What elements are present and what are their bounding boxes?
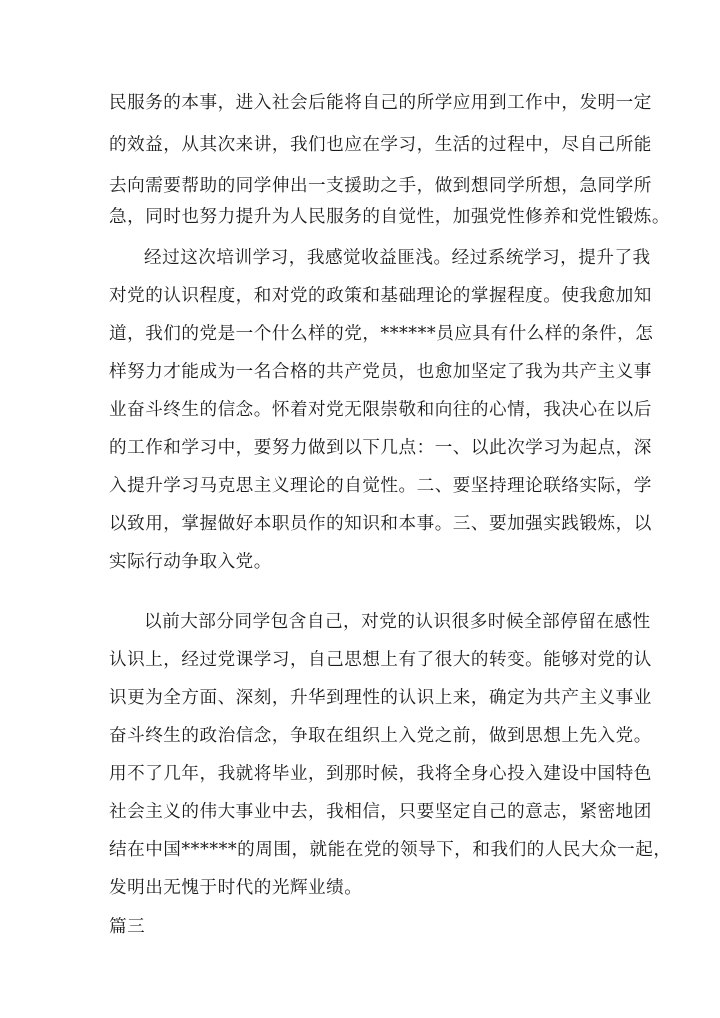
paragraph-line: 发明出无愧于时代的光辉业绩。 xyxy=(109,878,363,898)
paragraph-line: 以前大部分同学包含自己，对党的认识很多时候全部停留在感性 xyxy=(144,612,651,632)
paragraph-line: 以致用，掌握做好本职员作的知识和本事。三、要加强实践锻炼，以 xyxy=(109,514,652,534)
paragraph-line: 对党的认识程度，和对党的政策和基础理论的掌握程度。使我愈加知 xyxy=(109,286,652,306)
paragraph-line: 认识上，经过党课学习，自己思想上有了很大的转变。能够对党的认 xyxy=(109,650,652,670)
paragraph-line: 社会主义的伟大事业中去，我相信，只要坚定自己的意志，紧密地团 xyxy=(109,802,652,822)
paragraph-line: 实际行动争取入党。 xyxy=(109,552,272,572)
paragraph-line: 道，我们的党是一个什么样的党，******员应具有什么样的条件，怎 xyxy=(109,324,654,344)
paragraph-line: 民服务的本事，进入社会后能将自己的所学应用到工作中，发明一定 xyxy=(109,93,652,113)
section-heading: 篇三 xyxy=(109,917,146,937)
paragraph-line: 的效益，从其次来讲，我们也应在学习，生活的过程中，尽自己所能 xyxy=(109,135,652,155)
paragraph-line: 经过这次培训学习，我感觉收益匪浅。经过系统学习，提升了我 xyxy=(144,248,651,268)
paragraph-line: 入提升学习马克思主义理论的自觉性。二、要坚持理论联络实际，学 xyxy=(109,476,652,496)
paragraph-line: 用不了几年，我就将毕业，到那时候，我将全身心投入建设中国特色 xyxy=(109,764,652,784)
paragraph-line: 结在中国******的周围，就能在党的领导下，和我们的人民大众一起， xyxy=(109,840,672,860)
paragraph-line: 急，同时也努力提升为人民服务的自觉性，加强党性修养和党性锻炼。 xyxy=(109,207,670,227)
paragraph-line: 业奋斗终生的信念。怀着对党无限崇敬和向往的心情，我决心在以后 xyxy=(109,400,652,420)
paragraph-line: 识更为全方面、深刻，升华到理性的认识上来，确定为共产主义事业 xyxy=(109,688,652,708)
paragraph-line: 去向需要帮助的同学伸出一支援助之手，做到想同学所想，急同学所 xyxy=(109,176,652,196)
paragraph-line: 的工作和学习中，要努力做到以下几点：一、以此次学习为起点，深 xyxy=(109,438,652,458)
paragraph-line: 奋斗终生的政治信念，争取在组织上入党之前，做到思想上先入党。 xyxy=(109,726,652,746)
paragraph-line: 样努力才能成为一名合格的共产党员，也愈加坚定了我为共产主义事 xyxy=(109,362,652,382)
